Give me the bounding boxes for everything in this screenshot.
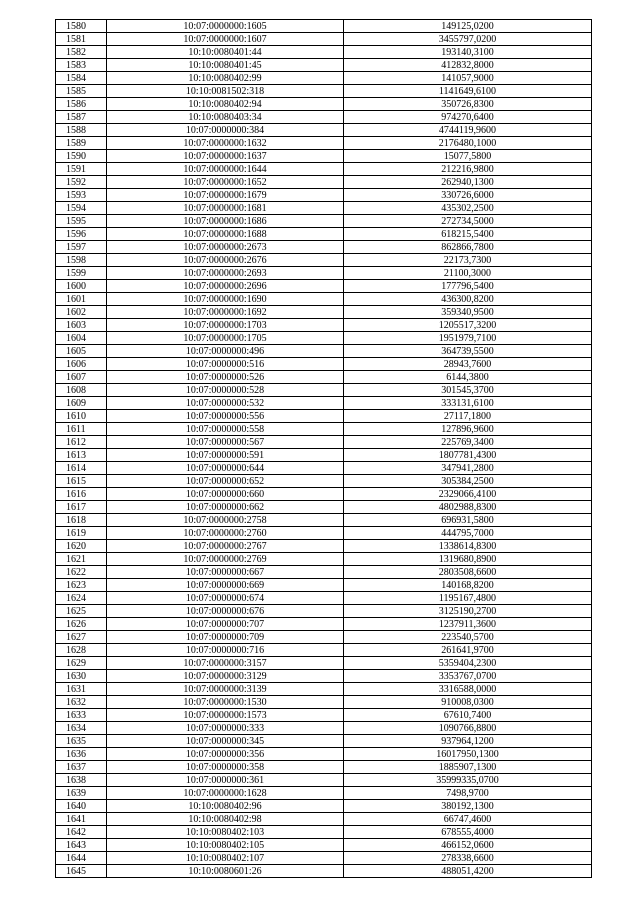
row-number-cell: 1608 (56, 384, 107, 397)
cadastral-value-cell: 359340,9500 (344, 306, 592, 319)
table-row (56, 59, 592, 72)
cadastral-value-cell: 305384,2500 (344, 475, 592, 488)
row-number-cell: 1592 (56, 176, 107, 189)
cadastral-value-cell: 466152,0600 (344, 839, 592, 852)
cadastral-number-cell: 10:07:0000000:1605 (107, 20, 344, 33)
table-row (56, 293, 592, 306)
row-number-cell: 1631 (56, 683, 107, 696)
cadastral-number-cell: 10:07:0000000:662 (107, 501, 344, 514)
table-row (56, 800, 592, 813)
table-row (56, 267, 592, 280)
cadastral-number-cell: 10:10:0080401:44 (107, 46, 344, 59)
row-number-cell: 1627 (56, 631, 107, 644)
row-number-cell: 1588 (56, 124, 107, 137)
cadastral-value-cell: 6144,3800 (344, 371, 592, 384)
cadastral-value-cell: 364739,5500 (344, 345, 592, 358)
cadastral-value-cell: 974270,6400 (344, 111, 592, 124)
cadastral-value-cell: 1195167,4800 (344, 592, 592, 605)
row-number-cell: 1645 (56, 865, 107, 878)
row-number-cell: 1595 (56, 215, 107, 228)
row-number-cell: 1629 (56, 657, 107, 670)
cadastral-number-cell: 10:07:0000000:567 (107, 436, 344, 449)
cadastral-number-cell: 10:07:0000000:516 (107, 358, 344, 371)
row-number-cell: 1585 (56, 85, 107, 98)
cadastral-value-cell: 141057,9000 (344, 72, 592, 85)
cadastral-value-cell: 350726,8300 (344, 98, 592, 111)
cadastral-value-cell: 27117,1800 (344, 410, 592, 423)
table-row (56, 345, 592, 358)
row-number-cell: 1640 (56, 800, 107, 813)
row-number-cell: 1599 (56, 267, 107, 280)
cadastral-value-cell: 937964,1200 (344, 735, 592, 748)
table-row (56, 423, 592, 436)
table-row (56, 527, 592, 540)
cadastral-number-cell: 10:10:0080402:99 (107, 72, 344, 85)
cadastral-number-cell: 10:07:0000000:1688 (107, 228, 344, 241)
cadastral-value-cell: 488051,4200 (344, 865, 592, 878)
table-row (56, 72, 592, 85)
cadastral-number-cell: 10:07:0000000:528 (107, 384, 344, 397)
cadastral-value-cell: 262940,1300 (344, 176, 592, 189)
cadastral-number-cell: 10:07:0000000:345 (107, 735, 344, 748)
cadastral-number-cell: 10:07:0000000:3129 (107, 670, 344, 683)
cadastral-value-cell: 3125190,2700 (344, 605, 592, 618)
cadastral-number-cell: 10:07:0000000:2696 (107, 280, 344, 293)
cadastral-value-cell: 272734,5000 (344, 215, 592, 228)
cadastral-number-cell: 10:10:0080402:94 (107, 98, 344, 111)
cadastral-value-cell: 223540,5700 (344, 631, 592, 644)
cadastral-number-cell: 10:07:0000000:1686 (107, 215, 344, 228)
cadastral-number-cell: 10:07:0000000:358 (107, 761, 344, 774)
row-number-cell: 1642 (56, 826, 107, 839)
row-number-cell: 1634 (56, 722, 107, 735)
table-row (56, 189, 592, 202)
row-number-cell: 1580 (56, 20, 107, 33)
cadastral-value-cell: 127896,9600 (344, 423, 592, 436)
table-row (56, 358, 592, 371)
table-row (56, 137, 592, 150)
cadastral-number-cell: 10:07:0000000:660 (107, 488, 344, 501)
row-number-cell: 1618 (56, 514, 107, 527)
row-number-cell: 1635 (56, 735, 107, 748)
table-row (56, 618, 592, 631)
cadastral-number-cell: 10:07:0000000:2673 (107, 241, 344, 254)
table-row (56, 566, 592, 579)
row-number-cell: 1593 (56, 189, 107, 202)
cadastral-value-cell: 435302,2500 (344, 202, 592, 215)
row-number-cell: 1630 (56, 670, 107, 683)
cadastral-number-cell: 10:07:0000000:674 (107, 592, 344, 605)
cadastral-number-cell: 10:07:0000000:1652 (107, 176, 344, 189)
cadastral-value-cell: 618215,5400 (344, 228, 592, 241)
row-number-cell: 1594 (56, 202, 107, 215)
cadastral-number-cell: 10:07:0000000:676 (107, 605, 344, 618)
row-number-cell: 1643 (56, 839, 107, 852)
cadastral-number-cell: 10:07:0000000:2767 (107, 540, 344, 553)
cadastral-number-cell: 10:07:0000000:1644 (107, 163, 344, 176)
cadastral-value-cell: 330726,6000 (344, 189, 592, 202)
table-row (56, 826, 592, 839)
row-number-cell: 1610 (56, 410, 107, 423)
row-number-cell: 1605 (56, 345, 107, 358)
row-number-cell: 1603 (56, 319, 107, 332)
cadastral-value-cell: 4802988,8300 (344, 501, 592, 514)
row-number-cell: 1600 (56, 280, 107, 293)
table-row (56, 228, 592, 241)
cadastral-number-cell: 10:07:0000000:669 (107, 579, 344, 592)
row-number-cell: 1625 (56, 605, 107, 618)
row-number-cell: 1637 (56, 761, 107, 774)
cadastral-value-cell: 261641,9700 (344, 644, 592, 657)
table-row (56, 787, 592, 800)
row-number-cell: 1621 (56, 553, 107, 566)
row-number-cell: 1615 (56, 475, 107, 488)
table-body (56, 20, 592, 878)
cadastral-value-cell: 678555,4000 (344, 826, 592, 839)
cadastral-value-cell: 7498,9700 (344, 787, 592, 800)
cadastral-value-cell: 4744119,9600 (344, 124, 592, 137)
cadastral-number-cell: 10:07:0000000:1607 (107, 33, 344, 46)
cadastral-number-cell: 10:07:0000000:2676 (107, 254, 344, 267)
row-number-cell: 1626 (56, 618, 107, 631)
table-row (56, 774, 592, 787)
cadastral-value-cell: 3353767,0700 (344, 670, 592, 683)
cadastral-number-cell: 10:07:0000000:1692 (107, 306, 344, 319)
table-row (56, 332, 592, 345)
row-number-cell: 1641 (56, 813, 107, 826)
cadastral-number-cell: 10:07:0000000:361 (107, 774, 344, 787)
cadastral-number-cell: 10:07:0000000:591 (107, 449, 344, 462)
cadastral-number-cell: 10:07:0000000:1681 (107, 202, 344, 215)
cadastral-number-cell: 10:07:0000000:716 (107, 644, 344, 657)
cadastral-value-cell: 1338614,8300 (344, 540, 592, 553)
row-number-cell: 1622 (56, 566, 107, 579)
cadastral-number-cell: 10:10:0080601:26 (107, 865, 344, 878)
row-number-cell: 1628 (56, 644, 107, 657)
cadastral-number-cell: 10:07:0000000:652 (107, 475, 344, 488)
row-number-cell: 1609 (56, 397, 107, 410)
row-number-cell: 1604 (56, 332, 107, 345)
cadastral-value-cell: 177796,5400 (344, 280, 592, 293)
cadastral-value-cell: 1237911,3600 (344, 618, 592, 631)
table-row (56, 410, 592, 423)
row-number-cell: 1638 (56, 774, 107, 787)
cadastral-number-cell: 10:07:0000000:707 (107, 618, 344, 631)
cadastral-value-cell: 3316588,0000 (344, 683, 592, 696)
cadastral-value-cell: 301545,3700 (344, 384, 592, 397)
cadastral-number-cell: 10:07:0000000:556 (107, 410, 344, 423)
row-number-cell: 1617 (56, 501, 107, 514)
cadastral-value-cell: 380192,1300 (344, 800, 592, 813)
table-row (56, 579, 592, 592)
cadastral-number-cell: 10:07:0000000:1703 (107, 319, 344, 332)
table-row (56, 722, 592, 735)
cadastral-number-cell: 10:07:0000000:532 (107, 397, 344, 410)
cadastral-value-cell: 436300,8200 (344, 293, 592, 306)
cadastral-number-cell: 10:07:0000000:3139 (107, 683, 344, 696)
row-number-cell: 1606 (56, 358, 107, 371)
cadastral-value-table (55, 19, 592, 878)
table-row (56, 280, 592, 293)
table-row (56, 514, 592, 527)
cadastral-value-cell: 5359404,2300 (344, 657, 592, 670)
table-row (56, 592, 592, 605)
table-row (56, 696, 592, 709)
row-number-cell: 1602 (56, 306, 107, 319)
cadastral-value-cell: 16017950,1300 (344, 748, 592, 761)
cadastral-number-cell: 10:10:0081502:318 (107, 85, 344, 98)
cadastral-number-cell: 10:07:0000000:333 (107, 722, 344, 735)
cadastral-value-cell: 21100,3000 (344, 267, 592, 280)
table-row (56, 670, 592, 683)
cadastral-number-cell: 10:10:0080402:98 (107, 813, 344, 826)
row-number-cell: 1633 (56, 709, 107, 722)
row-number-cell: 1607 (56, 371, 107, 384)
cadastral-value-cell: 444795,7000 (344, 527, 592, 540)
cadastral-number-cell: 10:07:0000000:496 (107, 345, 344, 358)
row-number-cell: 1586 (56, 98, 107, 111)
table-row (56, 657, 592, 670)
cadastral-value-cell: 696931,5800 (344, 514, 592, 527)
cadastral-number-cell: 10:07:0000000:1690 (107, 293, 344, 306)
cadastral-value-cell: 412832,8000 (344, 59, 592, 72)
cadastral-value-cell: 2176480,1000 (344, 137, 592, 150)
table-row (56, 397, 592, 410)
cadastral-value-cell: 22173,7300 (344, 254, 592, 267)
table-row (56, 462, 592, 475)
cadastral-value-cell: 149125,0200 (344, 20, 592, 33)
table-row (56, 215, 592, 228)
table-row (56, 46, 592, 59)
row-number-cell: 1623 (56, 579, 107, 592)
table-row (56, 865, 592, 878)
cadastral-number-cell: 10:07:0000000:2760 (107, 527, 344, 540)
row-number-cell: 1613 (56, 449, 107, 462)
row-number-cell: 1587 (56, 111, 107, 124)
table-row (56, 306, 592, 319)
cadastral-number-cell: 10:10:0080403:34 (107, 111, 344, 124)
cadastral-value-cell: 66747,4600 (344, 813, 592, 826)
cadastral-value-cell: 910008,0300 (344, 696, 592, 709)
cadastral-value-cell: 28943,7600 (344, 358, 592, 371)
table-row (56, 436, 592, 449)
row-number-cell: 1581 (56, 33, 107, 46)
cadastral-value-cell: 193140,3100 (344, 46, 592, 59)
table-row (56, 644, 592, 657)
cadastral-value-cell: 3455797,0200 (344, 33, 592, 46)
table-row (56, 150, 592, 163)
row-number-cell: 1639 (56, 787, 107, 800)
table-row (56, 852, 592, 865)
cadastral-number-cell: 10:07:0000000:1637 (107, 150, 344, 163)
row-number-cell: 1619 (56, 527, 107, 540)
cadastral-number-cell: 10:07:0000000:1530 (107, 696, 344, 709)
table-row (56, 33, 592, 46)
cadastral-number-cell: 10:07:0000000:1573 (107, 709, 344, 722)
table-row (56, 813, 592, 826)
cadastral-value-cell: 1141649,6100 (344, 85, 592, 98)
cadastral-number-cell: 10:07:0000000:2693 (107, 267, 344, 280)
table-row (56, 124, 592, 137)
cadastral-value-cell: 1951979,7100 (344, 332, 592, 345)
table-row (56, 761, 592, 774)
cadastral-value-cell: 2329066,4100 (344, 488, 592, 501)
table-row (56, 371, 592, 384)
cadastral-number-cell: 10:07:0000000:356 (107, 748, 344, 761)
cadastral-value-cell: 333131,6100 (344, 397, 592, 410)
table-row (56, 748, 592, 761)
cadastral-value-cell: 862866,7800 (344, 241, 592, 254)
cadastral-number-cell: 10:07:0000000:2769 (107, 553, 344, 566)
cadastral-number-cell: 10:07:0000000:558 (107, 423, 344, 436)
cadastral-value-cell: 1090766,8800 (344, 722, 592, 735)
table-row (56, 384, 592, 397)
cadastral-value-cell: 1205517,3200 (344, 319, 592, 332)
row-number-cell: 1624 (56, 592, 107, 605)
table-row (56, 449, 592, 462)
cadastral-number-cell: 10:10:0080402:96 (107, 800, 344, 813)
table-row (56, 85, 592, 98)
row-number-cell: 1589 (56, 137, 107, 150)
cadastral-value-cell: 278338,6600 (344, 852, 592, 865)
table-row (56, 553, 592, 566)
table-row (56, 111, 592, 124)
row-number-cell: 1590 (56, 150, 107, 163)
cadastral-number-cell: 10:07:0000000:1705 (107, 332, 344, 345)
row-number-cell: 1582 (56, 46, 107, 59)
table-row (56, 98, 592, 111)
row-number-cell: 1584 (56, 72, 107, 85)
row-number-cell: 1614 (56, 462, 107, 475)
cadastral-number-cell: 10:07:0000000:1679 (107, 189, 344, 202)
row-number-cell: 1636 (56, 748, 107, 761)
table-row (56, 241, 592, 254)
row-number-cell: 1616 (56, 488, 107, 501)
row-number-cell: 1596 (56, 228, 107, 241)
cadastral-number-cell: 10:07:0000000:2758 (107, 514, 344, 527)
cadastral-value-cell: 1885907,1300 (344, 761, 592, 774)
table-row (56, 501, 592, 514)
row-number-cell: 1644 (56, 852, 107, 865)
table-row (56, 683, 592, 696)
cadastral-number-cell: 10:07:0000000:384 (107, 124, 344, 137)
cadastral-value-cell: 225769,3400 (344, 436, 592, 449)
table-row (56, 735, 592, 748)
row-number-cell: 1583 (56, 59, 107, 72)
cadastral-number-cell: 10:07:0000000:667 (107, 566, 344, 579)
row-number-cell: 1591 (56, 163, 107, 176)
table-row (56, 254, 592, 267)
row-number-cell: 1601 (56, 293, 107, 306)
cadastral-value-cell: 1807781,4300 (344, 449, 592, 462)
table-row (56, 709, 592, 722)
table-row (56, 202, 592, 215)
cadastral-number-cell: 10:10:0080401:45 (107, 59, 344, 72)
cadastral-value-cell: 35999335,0700 (344, 774, 592, 787)
cadastral-number-cell: 10:07:0000000:709 (107, 631, 344, 644)
table-row (56, 631, 592, 644)
cadastral-number-cell: 10:10:0080402:107 (107, 852, 344, 865)
table-row (56, 20, 592, 33)
cadastral-value-cell: 140168,8200 (344, 579, 592, 592)
row-number-cell: 1611 (56, 423, 107, 436)
row-number-cell: 1620 (56, 540, 107, 553)
table-row (56, 319, 592, 332)
table-row (56, 488, 592, 501)
cadastral-number-cell: 10:07:0000000:526 (107, 371, 344, 384)
table-row (56, 163, 592, 176)
table-row (56, 605, 592, 618)
cadastral-value-cell: 15077,5800 (344, 150, 592, 163)
cadastral-number-cell: 10:07:0000000:3157 (107, 657, 344, 670)
cadastral-number-cell: 10:10:0080402:105 (107, 839, 344, 852)
table-row (56, 176, 592, 189)
cadastral-number-cell: 10:07:0000000:1632 (107, 137, 344, 150)
cadastral-value-cell: 347941,2800 (344, 462, 592, 475)
row-number-cell: 1612 (56, 436, 107, 449)
row-number-cell: 1597 (56, 241, 107, 254)
cadastral-value-cell: 67610,7400 (344, 709, 592, 722)
cadastral-number-cell: 10:07:0000000:1628 (107, 787, 344, 800)
cadastral-value-cell: 212216,9800 (344, 163, 592, 176)
table-row (56, 540, 592, 553)
cadastral-number-cell: 10:07:0000000:644 (107, 462, 344, 475)
table-row (56, 475, 592, 488)
cadastral-value-cell: 1319680,8900 (344, 553, 592, 566)
row-number-cell: 1598 (56, 254, 107, 267)
row-number-cell: 1632 (56, 696, 107, 709)
cadastral-number-cell: 10:10:0080402:103 (107, 826, 344, 839)
cadastral-value-cell: 2803508,6600 (344, 566, 592, 579)
table-row (56, 839, 592, 852)
